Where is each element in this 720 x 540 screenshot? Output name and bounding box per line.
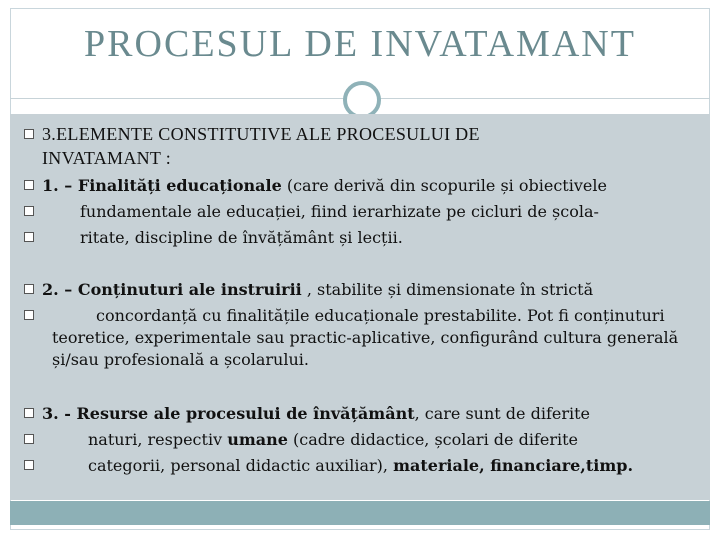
square-bullet-icon [24,310,34,320]
square-bullet-icon [24,460,34,470]
square-bullet-icon [24,180,34,190]
slide-title: PROCESUL DE INVATAMANT [84,23,636,65]
item1-title: 1. – Finalități educaționale [42,176,282,195]
square-bullet-icon [24,408,34,418]
square-bullet-icon [24,434,34,444]
square-bullet-icon [24,206,34,216]
item3-title: - Resurse ale procesului de învățământ [64,404,415,423]
square-bullet-icon [24,129,34,139]
square-bullet-icon [24,284,34,294]
square-bullet-icon [24,232,34,242]
content-panel: 3.ELEMENTE CONSTITUTIVE ALE PROCESULUI DE INVATAMANT : 1. – Finalități educaționale (care derivă din scopurile și obiectivele fundamentale ale educației, fiind ierarhizate pe cicluri de școla- ritate, discipline de învățământ și lecții. 2. – Conținuturi ale instruirii , stabilite și dimensionate în strictă concordanță cu finalitățile educaționale prestabilite. Pot fi conținuturi teoretice, experimentale sau practic-aplicative, configurând cultura generală și/sau profesională a școlarului. 3. - Resurse ale procesului de învățământ, care sunt de diferite naturi, respectiv umane (cadre didactice, școlari de diferite categorii, personal didactic auxiliar), materiale, financiare,timp. [10,114,710,500]
item2-title: 2. – Conținuturi ale instruirii [42,280,302,299]
footer-bar [10,501,710,525]
